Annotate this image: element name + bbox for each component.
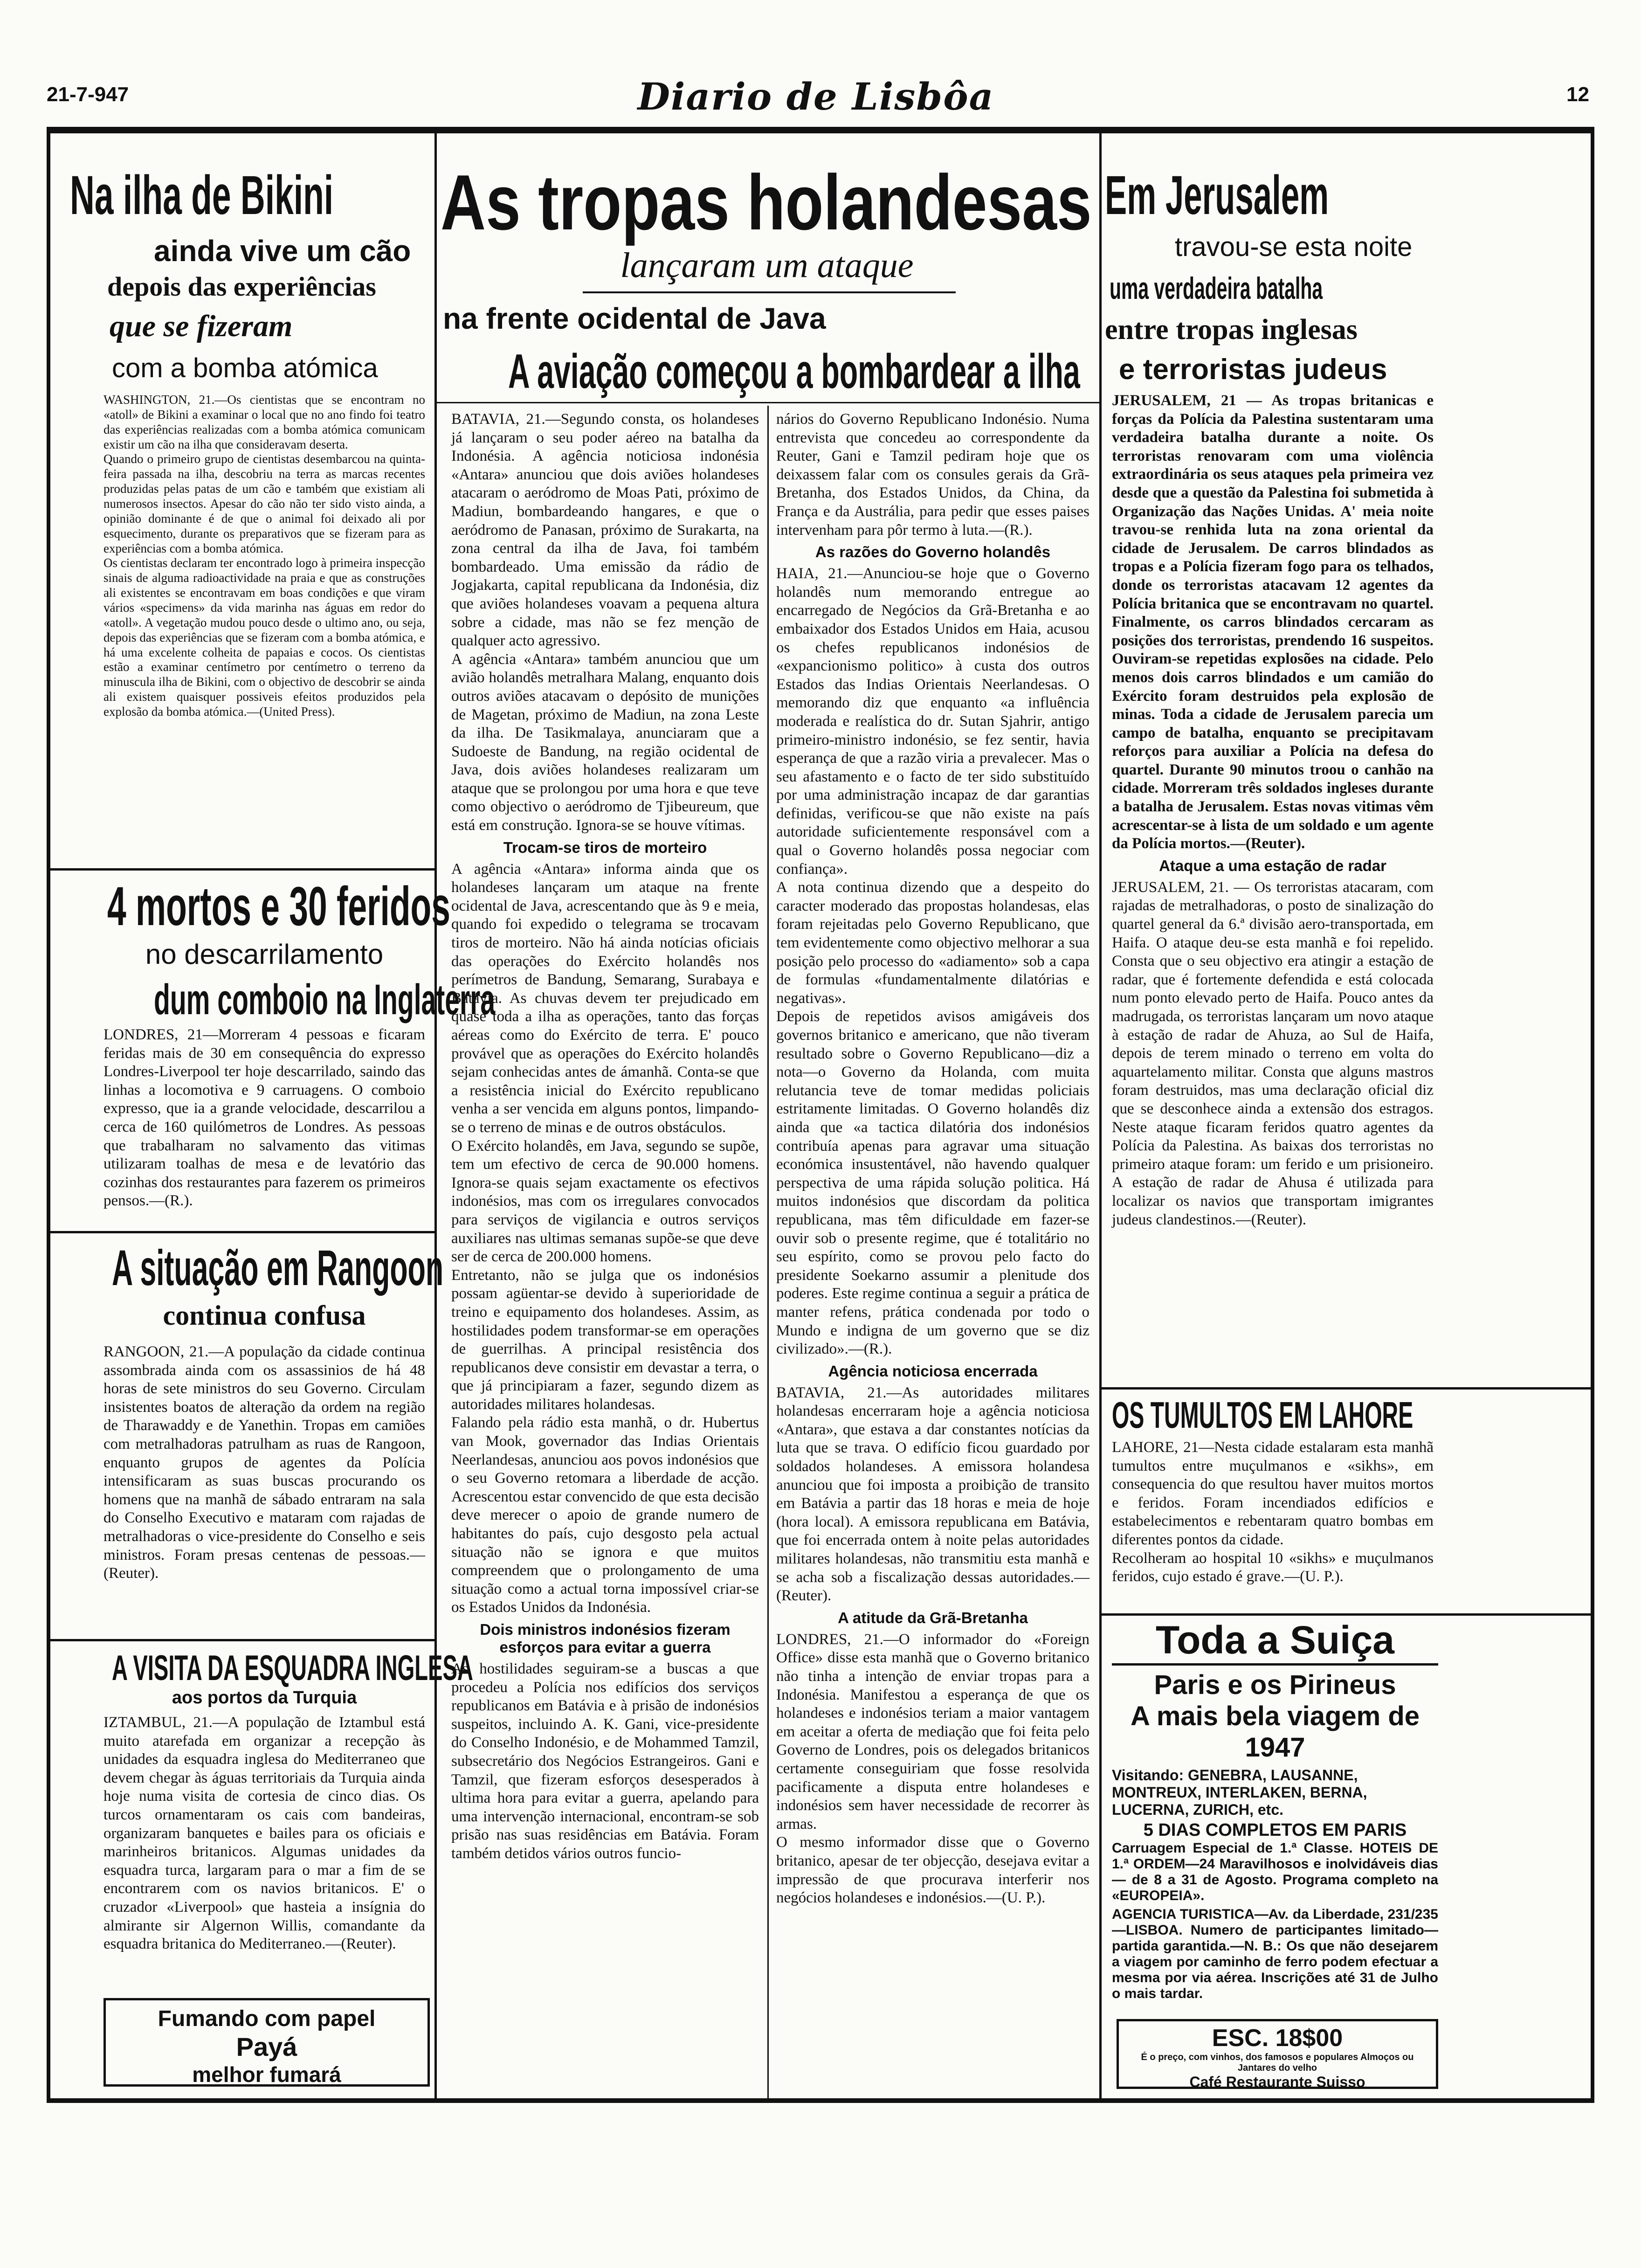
ad-body: Carruagem Especial de 1.ª Classe. HOTEIS DE 1.ª ORDEM—24 Maravilhosos e inolvidáveis dias— de 8 a 31 de Agosto. Programa completo na «EUROPEIA». [1112, 1840, 1438, 1903]
section-subhead: Dois ministros indonésios fizeram esforços para evitar a guerra [480, 1621, 731, 1656]
jerusalem-body [1112, 392, 1434, 1229]
headline-rule [583, 291, 956, 293]
section-subhead: Ataque a uma estação de radar [1159, 857, 1386, 874]
left-frame-rule [47, 127, 50, 2103]
top-rule [47, 127, 1594, 133]
java-column-2 [776, 410, 1089, 1908]
article-body: BATAVIA, 21.—Segundo consta, os holandeses já lançaram o seu poder aéreo na batalha da Indonésia. A agência noticiosa indonésia «Antara» anunciou que dois aviões holandeses atacaram o aeródromo de Moas Pati, próximo de Madiun, bombardeando hangares, e que o aeródromo de Panasan, próximo de Surakarta, na zona central da ilha de Java, foi também bombardeado. Uma emissão da rádio de Jogjakarta, capital republicana da Indonésia, diz que aviões holandeses voavam a pequena altura sobre a cidade, mas não se fez menção de qualquer acto agressivo. A agência «Antara» também anunciou que um avião holandês metralhara Malang, enquanto dois outros aviões atacavam o depósito de munições de Magetan, próximo de Madiun, na zona Leste da ilha. De Tasikmalaya, anunciaram que a Sudoeste de Bandung, na região ocidental de Java, dois aviões holandeses realizaram um ataque que se prolongou por uma hora e que teve como objectivo o aeródromo de Tjibeureum, que está em construção. Ignora-se se houve vítimas. [451, 411, 759, 834]
ad-line: melhor fumará [192, 2062, 341, 2087]
issue-date: 21-7-947 [47, 83, 129, 106]
ad-price: ESC. 18$00 [1212, 2025, 1343, 2052]
headline: Na ilha de Bikini [70, 165, 334, 226]
subheadline: na frente ocidental de Java [443, 302, 826, 335]
article-body: BATAVIA, 21.—As autoridades militares holandesas encerraram hoje a agência noticiosa «Antara», que estava a dar constantes notícias da luta que se trava. O edifício ficou guardado por soldados holandeses. A emissora holandesa anunciou que foi imposta a proibição de transito em Batávia a partir das 18 horas e meia de hoje (hora local). A emissora republicana em Batávia, que foi encerrada ontem à noite pelas autoridades militares holandesas, não transmitiu esta manhã e se acha sob a fiscalização dessas autoridades.—(Reuter). [776, 1384, 1089, 1604]
headline: Em Jerusalem [1105, 165, 1329, 226]
ad-line: Fumando com papel [158, 2006, 376, 2031]
article-body: A agência «Antara» informa ainda que os holandeses lançaram um ataque na frente ocidental de Java, acrescentando que às 9 e meia, quando foi expedido o telegrama se trocavam tiros de morteiro. Não há ainda notícias oficiais das operações do Exército holandês nos perímetros de Bandung, Semarang, Surabaya e Batávia. As chuvas devem ter prejudicado em quase toda a ilha as operações, tanto das forças aéreas como do Exército de terra. E' pouco provável que as operações do Exército holandês sejam conhecidas antes de ámanhã. Conta-se que a resistência inicial do Exército republicano venha a ser vencida em alguns pontos, limpando-se o terreno de minas e de outros obstáculos. O Exército holandês, em Java, segundo se supõe, tem um efectivo de cerca de 90.000 homens. Ignora-se quais sejam exactamente os efectivos indonésios, mas com os irregulares convocados para serviços de vigilancia e outros serviços auxiliares nas ultimas semanas supõe-se que deve ser de cerca de 200.000 homens. Entretanto, não se julga que os indonésios possam agüentar-se devido à superioridade de treino e equipamento dos holandeses. Assim, as hostilidades podem transformar-se em operações de guerrilhas. A principal resistência dos republicanos deve consistir em devastar a terra, o que já principiaram a fazer, segundo dizem as autoridades militares holandesas. Falando pela rádio esta manhã, o dr. Hubertus van Mook, governador das Indias Orientais Neerlandesas, anunciou aos povos indonésios que o seu Governo retomara a liberdade de acção. Acrescentou estar convencido de que esta decisão deve merecer o apoio de grande numero de habitantes do país, cujo desgosto pela actual situação não se ignora e que muitos compreendem que o prolongamento de uma situação como a actual torna impossível criar-se os Estados Unidos da Indonésia. [451, 860, 759, 1616]
headline: OS TUMULTOS EM LAHORE [1112, 1394, 1413, 1436]
headline: As tropas holandesas [441, 159, 1092, 246]
ad-paya [103, 1998, 430, 2087]
section-divider [1102, 1387, 1591, 1390]
java-column-1 [451, 410, 759, 1863]
subheadline: com a bomba atómica [112, 353, 378, 383]
article-body: HAIA, 21.—Anunciou-se hoje que o Governo holandês num memorando entregue ao encarregado de Negócios da Grã-Bretanha e ao embaixador dos Estados Unidos em Haia, acusou os chefes republicanos indonésios de «expancionismo politico» à custa dos outros Estados das Indias Orientais Neerlandesas. O memorando diz que enquanto «a influência moderada e realística do dr. Sutan Sjahrir, antigo primeiro-ministro indonésio, se fez sentir, havia esperança de que a razão viria a prevalecer. Mas o seu afastamento e o facto de ter sido substituído por uma administração incapaz de dar garantias definidas, verificou-se que não existe na país autoridade suficientemente responsável com a qual o Governo holandês possa negociar com confiança». A nota continua dizendo que a despeito do caracter moderado das propostas holandesas, elas foram rejeitadas pelo Governo Republicano, que tem evidentemente como objectivo melhorar a sua posição pelo processo do «adiamento» sob a capa de formulas «fundamentalmente dilatórias e negativas». Depois de repetidos avisos amigáveis dos governos britanico e americano, que não tiveram resultado sobre o Governo Republicano—diz a nota—o Governo da Holanda, com muita relutancia teve de tomar medidas policiais estritamente limitadas. O Governo holandês diz ainda que «a tactica dilatória dos indonésios contribuía apenas para agravar uma situação económica insustentável, não havendo qualquer perspectiva de uma rápida solução politica. Há muitos indonésios que discordam da politica republicana, mas têm dificuldade em fazer-se ouvir sob o presente regime, que é totalitário no seu espírito, como se provou pelo facto do presidente Soekarno assumir a plenitude dos poderes. Este regime continua a seguir a prática de manter refens, prática condenada por todo o Mundo e indigna de um governo que se diz civilizado».—(R.). [776, 565, 1089, 1358]
subheadline: uma verdadeira batalha [1110, 271, 1323, 305]
subheadline: A aviação começou a bombardear a ilha [508, 345, 1080, 399]
column-divider [1099, 133, 1102, 2098]
ad-brand: Payá [236, 2032, 297, 2061]
article-body: LONDRES, 21—Morreram 4 pessoas e ficaram feridas mais de 30 em consequência do expresso Londres-Liverpool ter hoje descarrilado, saindo das linhas a locomotiva e 9 carruagens. O comboio expresso, que ia a grande velocidade, descarrilou a cerca de 160 quilómetros de Londres. As pessoas que trabalharam no salvamento das vitimas utilizaram toalhas de mesa e de levatório das cozinhas dos restaurantes para fazerem os primeiros pensos.—(R.). [103, 1026, 425, 1210]
ad-line: Visitando: GENEBRA, LAUSANNE, MONTREUX, INTERLAKEN, BERNA, LUCERNA, ZURICH, etc. [1112, 1767, 1367, 1818]
newspaper-title: Diario de Lisbôa [637, 75, 994, 118]
section-subhead: Trocam-se tiros de morteiro [503, 838, 707, 856]
section-subhead: As razões do Governo holandês [815, 543, 1051, 561]
article-body: JERUSALEM, 21 — As tropas britanicas e forças da Polícia da Palestina sustentaram uma verdadeira batalha durante a noite. Os terroristas renovaram com uma violência extraordinária os seus ataques pela primeira vez desde que a questão da Palestina foi submetida à Organização das Nações Unidas. A' meia noite travou-se renhida luta na zona oriental da cidade de Jerusalem. De carros blindados as tropas e a Polícia fizeram fogo para os telhados, donde os terroristas atacavam 12 agentes da Polícia britanica que se encontravam no quartel. Finalmente, os carros blindados cercaram as posições dos terroristas, prendendo 16 suspeitos. Ouviram-se repetidas explosões na cidade. Pelo menos dois carros blindados e um camião do Exército foram destruidos pela explosão de minas. Toda a cidade de Jerusalem parecia um campo de batalha, enquanto se precipitavam reforços para auxiliar a Polícia na defesa do quartel. Durante 90 minutos troou o canhão na cidade. Morreram três soldados ingleses durante a batalha de Jerusalem. Estas novas vitimas vêm acrescentar-se à lista de um soldado e um agente da Polícia mortos.—(Reuter). [1112, 392, 1434, 852]
subheadline: e terroristas judeus [1119, 353, 1387, 386]
subheadline: aos portos da Turquia [172, 1688, 357, 1708]
article-body: LAHORE, 21—Nesta cidade estalaram esta manhã tumultos entre muçulmanos e «sikhs», em consequencia do que resultou haver muitos mortos e feridos. Foram incendiados edifícios e estabelecimentos e rebentaram quatro bombas em diferentes pontos da cidade. Recolheram ao hospital 10 «sikhs» e muçulmanos feridos, cujo estado é grave.—(U. P.). [1112, 1439, 1434, 1585]
subheadline: no descarrilamento [145, 939, 384, 970]
ad-line: É o preço, com vinhos, dos famosos e populares Almoços ou Jantares do velho [1141, 2052, 1414, 2073]
ad-line: Café Restaurante Suisso [1189, 2074, 1365, 2090]
ad-suica [1112, 1620, 1438, 2002]
subheadline: que se fizeram [110, 309, 293, 343]
headline: A VISITA DA ESQUADRA INGLESA [112, 1648, 473, 1688]
column-divider [434, 133, 437, 2098]
article-body: nários do Governo Republicano Indonésio. Numa entrevista que concedeu ao correspondente da Reuter, Gani e Tamzil pediram hoje que os deixassem falar com os consules gerais da Grã-Bretanha, dos Estados Unidos, da China, da França e da Austrália, para pedir que esses paises intervenham para pôr termo à luta.—(R.). [776, 411, 1089, 539]
section-subhead: A atitude da Grã-Bretanha [838, 1609, 1028, 1626]
section-divider [50, 868, 434, 871]
headline: 4 mortos e 30 feridos [107, 876, 450, 937]
subheadline: dum comboio na Inglaterra [154, 976, 496, 1023]
ad-headline: Toda a Suiça [1156, 1618, 1394, 1662]
subheadline: entre tropas inglesas [1105, 314, 1358, 346]
ad-line: A mais bela viagem de 1947 [1130, 1701, 1420, 1763]
section-divider [50, 1639, 434, 1641]
section-divider [50, 1231, 434, 1233]
ad-line: Paris e os Pirineus [1154, 1670, 1396, 1700]
subheadline: lançaram um ataque [620, 246, 914, 285]
section-subhead: Agência noticiosa encerrada [828, 1362, 1038, 1380]
article-body: As hostilidades seguiram-se a buscas a que procedeu a Polícia nos edifícios dos serviços republicanos em Batávia e à prisão de indonésios suspeitos, incluindo A. K. Gani, vice-presidente do Conselho Indonésio, e de Mohammed Tamzil, subsecretário dos Negócios Estrangeiros. Gani e Tamzil, que fizeram esforços desesperados à ultima hora para evitar a guerra, apelando para uma intervenção internacional, encontram-se sob prisão nas suas residências em Batávia. Foram também detidos vários outros funcio- [451, 1660, 759, 1862]
section-divider [1102, 1613, 1591, 1616]
ad-esc [1117, 2019, 1438, 2089]
article-body: WASHINGTON, 21.—Os cientistas que se encontram no «atoll» de Bikini a examinar o local que no ano findo foi teatro das experiências realizadas com a bomba atómica comunicam existir um cão na ilha que consideravam deserta. Quando o primeiro grupo de cientistas desembarcou na quinta-feira passada na ilha, descobriu na terra as marcas recentes produzidas pelas patas de um cão e também que existiam ali numerosos insectos. Apesar do cão não ter sido visto ainda, a opinião dominante é de que o animal foi deixado ali por esquecimento, durante os preparativos que se fizeram para as experiências com a bomba atómica. Os cientistas declaram ter encontrado logo à primeira inspecção sinais de alguma radioactividade na praia e que as construções ali existentes se encontravam em boas condições e que viram vários «specimens» da vida marinha nas águas em redor do «atoll». A vegetação mudou pouco desde o ultimo ano, ou seja, depois das experiências que se fizeram com a bomba atómica, e há uma excelente colheita de papaias e cocos. Os cientistas estão a examinar centímetro por centímetro o terreno da minuscula ilha de Bikini, com o objectivo de descobrir se ainda ali existem quaisquer possiveis efeitos produzidos pela explosão da bomba atómica.—(United Press). [103, 393, 425, 719]
bottom-rule [47, 2098, 1594, 2103]
page-number: 12 [1566, 83, 1589, 106]
article-body: LONDRES, 21.—O informador do «Foreign Office» disse esta manhã que o Governo britanico não tinha a intenção de enviar tropas para a Indonésia. Manifestou a esperança de que os holandeses e indonésios teriam a maior vantagem em aceitar a oferta de mediação que foi feita pelo Governo de Londres, pois os delegados britanicos certamente conseguiriam que fosse resolvida pacificamente a disputa entre holandeses e indonésios sem haver necessidade de recorrer às armas. O mesmo informador disse que o Governo britanico, apesar de ter objecção, desejava evitar a impressão de que procurava interferir nos negócios holandeses e indonésios.—(U. P.). [776, 1631, 1089, 1907]
article-body: RANGOON, 21.—A população da cidade continua assombrada ainda com os assassinios de há 48 horas de sete ministros do seu Governo. Circulam insistentes boatos de alteração da ordem na região de Tharawaddy e de Yanethin. Tropas em camiões com metralhadoras patrulham as ruas de Rangoon, enquanto grupos de agentes da Polícia intensificaram as suas buscas procurando os homens que na manhã de sábado entraram na sala do Conselho Executivo e mataram com rajadas de metralhadoras o vice-presidente do Conselho e seis ministros. Foram presas centenas de pessoas.—(Reuter). [103, 1343, 425, 1582]
subheadline: travou-se esta noite [1175, 232, 1413, 262]
column-divider [767, 406, 769, 2098]
headline-rule [437, 402, 1099, 403]
right-frame-rule [1591, 127, 1594, 2103]
article-body: IZTAMBUL, 21.—A população de Iztambul está muito atarefada em organizar a recepção às unidades da esquadra inglesa do Mediterraneo que devem chegar às águas territoriais da Turquia ainda hoje numa visita de cortesia de cinco dias. Os turcos ornamentaram os cais com bandeiras, organizaram banquetes e bailes para os oficiais e marinheiros britanicos. Algumas unidades da esquadra turca, largaram para o mar a fim de se encontrarem com os navios britanicos. E' o cruzador «Liverpool» que hasteia a insígnia do almirante sir Algernon Willis, comandante da esquadra britanica do Mediterraneo.—(Reuter). [103, 1714, 425, 1953]
headline: A situação em Rangoon [112, 1239, 444, 1296]
ad-line: 5 DIAS COMPLETOS EM PARIS [1143, 1820, 1407, 1840]
ad-body: AGENCIA TURISTICA—Av. da Liberdade, 231/235—LISBOA. Numero de participantes limitado—partida garantida.—N. B.: Os que não desejarem a viagem por caminho de ferro podem efectuar a mesma por via aérea. Inscrições até 31 de Julho o mais tardar. [1112, 1907, 1438, 2001]
subheadline: ainda vive um cão [154, 234, 411, 268]
article-body: JERUSALEM, 21. — Os terroristas atacaram, com rajadas de metralhadoras, o posto de sinalização do quartel general da 6.ª divisão aero-transportada, em Haifa. O ataque deu-se esta manhã e foi repelido. Consta que o seu objectivo era atingir a estação de radar, que é fortemente defendida e está colocada num ponto elevado perto de Haifa. Pouco antes da madrugada, os terroristas lançaram um novo ataque à estação de radar de Ahuza, ao Sul de Haifa, depois de terem minado o terreno em volta do aquartelamento militar. Consta que alguns mastros foram destruidos, mas uma declaração oficial diz que se desconhece ainda a extensão dos estragos. Neste ataque ficaram feridos quatro agentes da Polícia da Palestina. As baixas dos terroristas no primeiro ataque foram: um ferido e um prisioneiro. A estação de radar de Ahusa é utilizada para localizar os navios que transportam imigrantes judeus clandestinos.—(Reuter). [1112, 878, 1434, 1228]
ad-rule [1112, 1663, 1438, 1666]
subheadline: continua confusa [163, 1300, 366, 1331]
subheadline: depois das experiências [107, 271, 376, 302]
